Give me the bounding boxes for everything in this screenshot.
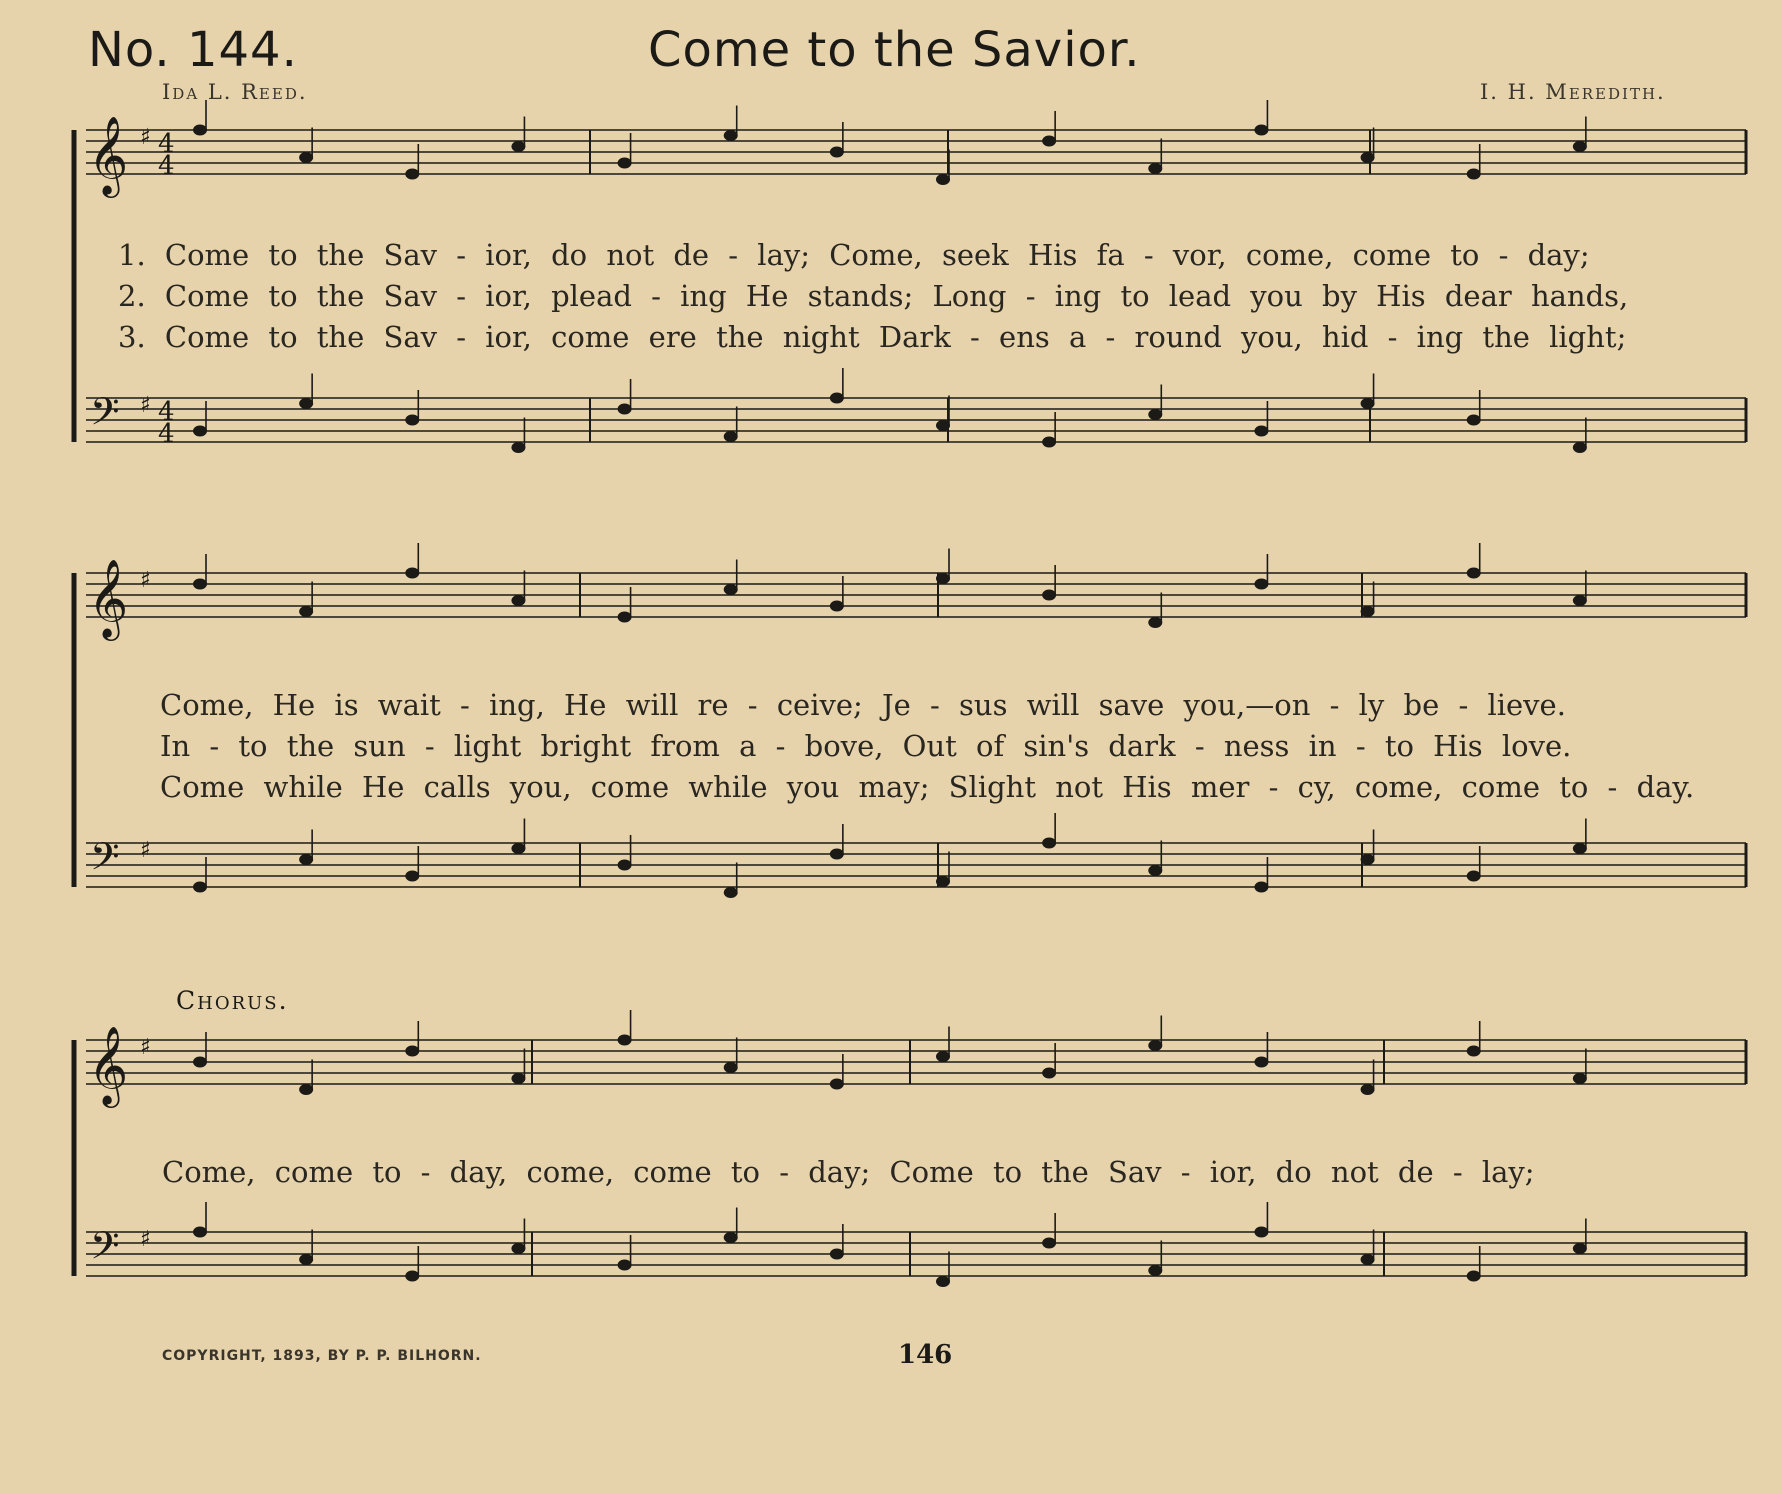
svg-text:4: 4 <box>158 419 175 449</box>
svg-text:♯: ♯ <box>140 393 151 418</box>
composer-credit: I. H. Meredith. <box>1480 80 1666 104</box>
svg-text:𝄢: 𝄢 <box>90 834 120 888</box>
verse-2-line-1: 2. Come to the Sav - ior, plead - ing He stands; Long - ing to lead you by His dear hands, <box>118 279 1629 313</box>
verse-1-line-2: Come, He is wait - ing, He will re - ceive; Je - sus will save you,—on - ly be - lieve. <box>160 688 1566 722</box>
verse-3-line-2: Come while He calls you, come while you may; Slight not His mer - cy, come, come to - day. <box>160 770 1695 804</box>
svg-text:𝄞: 𝄞 <box>88 116 129 195</box>
lyricist-credit: Ida L. Reed. <box>162 80 308 104</box>
verse-2-line-2: In - to the sun - light bright from a - bove, Out of sin's dark - ness in - to His love. <box>160 729 1572 763</box>
svg-text:♯: ♯ <box>140 1227 151 1252</box>
svg-text:𝄞: 𝄞 <box>88 559 129 638</box>
svg-text:4: 4 <box>158 151 175 181</box>
svg-text:𝄢: 𝄢 <box>90 389 120 443</box>
svg-text:𝄢: 𝄢 <box>90 1223 120 1277</box>
chorus-label: Chorus. <box>176 986 289 1015</box>
hymn-number: No. 144. <box>88 22 298 78</box>
svg-text:♯: ♯ <box>140 838 151 863</box>
verse-3-line-1: 3. Come to the Sav - ior, come ere the night Dark - ens a - round you, hid - ing the light; <box>118 320 1627 354</box>
hymn-title: Come to the Savior. <box>648 22 1141 78</box>
svg-text:♯: ♯ <box>140 125 151 150</box>
svg-text:𝄞: 𝄞 <box>88 1026 129 1105</box>
svg-text:♯: ♯ <box>140 1035 151 1060</box>
copyright-notice: COPYRIGHT, 1893, BY P. P. BILHORN. <box>162 1348 482 1364</box>
page-number: 146 <box>898 1340 953 1370</box>
chorus-line-1: Come, come to - day, come, come to - day; Come to the Sav - ior, do not de - lay; <box>162 1155 1535 1189</box>
verse-1-line-1: 1. Come to the Sav - ior, do not de - lay; Come, seek His fa - vor, come, come to - day; <box>118 238 1590 272</box>
svg-text:4: 4 <box>158 129 175 159</box>
svg-text:♯: ♯ <box>140 568 151 593</box>
svg-text:4: 4 <box>158 397 175 427</box>
